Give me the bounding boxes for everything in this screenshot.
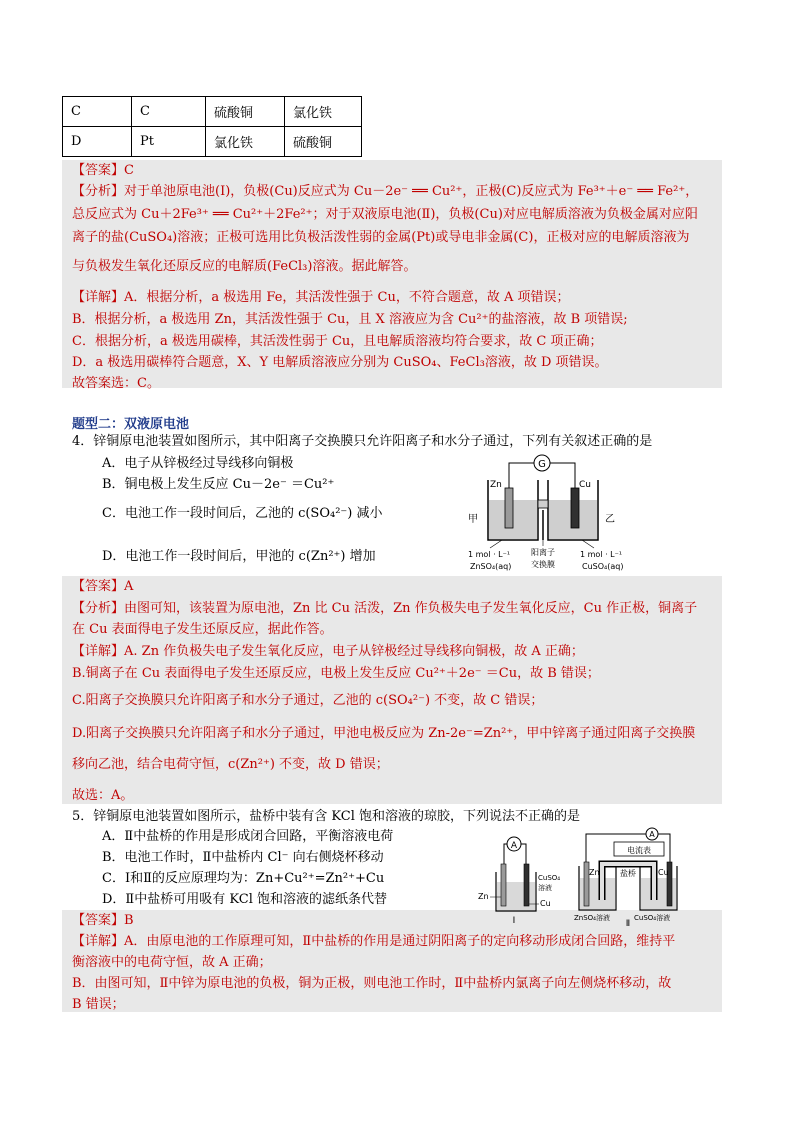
q3-detail-3: C．根据分析，a 极选用碳棒，其活泼性弱于 Cu，且电解质溶液均符合要求，故 C 项正确； (72, 334, 603, 349)
table-cell: 硫酸铜 (206, 97, 285, 127)
right-concentration: 1 mol · L⁻¹ (580, 550, 623, 559)
fig2-znso4-label: ZnSO₄溶液 (574, 914, 610, 922)
table-row (63, 97, 362, 127)
q4-option-d: D．电池工作一段时间后，甲池的 c(Zn²⁺) 增加 (102, 549, 376, 564)
q3-detail-2: B．根据分析，a 极选用 Zn，其活泼性强于 Cu，且 X 溶液应为含 Cu²⁺的盐溶液，故 B 项错误; (72, 312, 628, 327)
table-cell: D (63, 127, 132, 157)
q5-detail-3: B．由图可知，Ⅱ中锌为原电池的负极，铜为正极，则电池工作时，Ⅱ中盐桥内氯离子向左侧烧杯移动，故 (72, 976, 672, 991)
table-cell: 氯化铁 (206, 127, 285, 157)
section-heading: 题型二：双液原电池 (72, 417, 190, 432)
q4-detail-3: C.阳离子交换膜只允许阳离子和水分子通过，乙池的 c(SO₄²⁻) 不变，故 C 错误； (72, 693, 544, 708)
q5-option-b: B．电池工作时，Ⅱ中盐桥内 Cl⁻ 向右侧烧杯移动 (102, 850, 384, 865)
q3-analysis-3: 离子的盐(CuSO₄)溶液；正极可选用比负极活泼性弱的金属(Pt)或导电非金属(C)，正极对应的电解质溶液为 (72, 230, 690, 245)
copper-electrode (571, 488, 579, 528)
cu-label: Cu (579, 480, 591, 490)
salt-bridge-label: 盐桥 (620, 869, 636, 878)
fig1-zn-label: Zn (478, 892, 489, 901)
table-cell: C (132, 97, 206, 127)
q5-detail-2: 衡溶液中的电荷守恒，故 A 正确； (72, 955, 272, 970)
q5-detail-4: B 错误； (72, 997, 125, 1012)
q4-option-a: A．电子从锌极经过导线移向铜极 (102, 456, 294, 471)
right-solution: CuSO₄(aq) (582, 562, 624, 571)
table-cell: Pt (132, 127, 206, 157)
q5-stem: 5．锌铜原电池装置如图所示，盐桥中装有含 KCl 饱和溶液的琼胶，下列说法不正确的是 (72, 809, 581, 824)
q3-detail-1: 【详解】A．根据分析，a 极选用 Fe，其活泼性强于 Cu，不符合题意，故 A 项错误； (72, 290, 570, 305)
g-label: G (538, 459, 546, 470)
current-meter-label: 电流表 (627, 846, 651, 855)
options-table (62, 96, 362, 157)
q3-analysis-4: 与负极发生氧化还原反应的电解质(FeCl₃)溶液。据此解答。 (72, 259, 417, 274)
left-concentration: 1 mol · L⁻¹ (468, 550, 511, 559)
q4-analysis-1: 【分析】由图可知，该装置为原电池，Zn 比 Cu 活泼，Zn 作负极失电子发生氧化反应，Cu 作正极，铜离子 (72, 601, 698, 616)
ammeter-2-label: A (649, 830, 655, 839)
q3-analysis-1: 【分析】对于单池原电池(Ⅰ)，负极(Cu)反应式为 Cu－2e⁻ ══ Cu²⁺，正极(C)反应式为 Fe³⁺＋e⁻ ══ Fe²⁺， (72, 184, 699, 199)
q4-option-c: C．电池工作一段时间后，乙池的 c(SO₄²⁻) 减小 (102, 506, 383, 521)
fig2-zn-label: Zn (589, 868, 600, 877)
q3-answer: 【答案】C (72, 163, 134, 178)
fig2-cuso4-label: CuSO₄溶液 (634, 914, 671, 922)
membrane-label-2: 交换膜 (531, 560, 555, 569)
table-row (63, 127, 362, 157)
left-solution: ZnSO₄(aq) (470, 562, 512, 571)
q4-final: 故选：A。 (72, 788, 134, 803)
q4-answer: 【答案】A (72, 579, 134, 594)
q3-analysis-2: 总反应式为 Cu＋2Fe³⁺ ══ Cu²⁺＋2Fe²⁺；对于双液原电池(Ⅱ)，负极(Cu)对应电解质溶液为负极金属对应阳 (72, 207, 698, 222)
q4-option-b: B．铜电极上发生反应 Cu－2e⁻ ＝Cu²⁺ (102, 477, 335, 492)
fig1-cuso4-label: CuSO₄ (538, 874, 561, 882)
zinc-electrode (505, 488, 513, 528)
q4-stem: 4．锌铜原电池装置如图所示，其中阳离子交换膜只允许阳离子和水分子通过，下列有关叙述正确的是 (72, 434, 653, 449)
q3-final: 故答案选：C。 (72, 376, 160, 391)
q4-detail-5: 移向乙池，结合电荷守恒，c(Zn²⁺) 不变，故 D 错误； (72, 757, 389, 772)
salt-bridge-cell-diagram (474, 826, 704, 926)
q4-detail-1: 【详解】A. Zn 作负极失电子发生氧化反应，电子从锌极经过导线移向铜极，故 A 正确； (72, 644, 584, 659)
q5-option-d: D．Ⅱ中盐桥可用吸有 KCl 饱和溶液的滤纸条代替 (102, 892, 387, 907)
zn-label: Zn (490, 480, 502, 490)
q5-option-c: C．Ⅰ和Ⅱ的反应原理均为：Zn+Cu²⁺=Zn²⁺+Cu (102, 871, 385, 886)
q5-detail-1: 【详解】A．由原电池的工作原理可知，Ⅱ中盐桥的作用是通过阴阳离子的定向移动形成闭合回路，维持平 (72, 934, 676, 949)
table-cell: 氯化铁 (285, 97, 362, 127)
table-cell: 硫酸铜 (285, 127, 362, 157)
q4-detail-2: B.铜离子在 Cu 表面得电子发生还原反应，电极上发生反应 Cu²⁺＋2e⁻ ＝Cu，故 B 错误； (72, 666, 600, 681)
q4-detail-4: D.阳离子交换膜只允许阳离子和水分子通过，甲池电极反应为 Zn-2e⁻=Zn²⁺，甲中锌离子通过阳离子交换膜 (72, 726, 696, 741)
q4-analysis-2: 在 Cu 表面得电子发生还原反应，据此作答。 (72, 622, 333, 637)
q5-option-a: A．Ⅱ中盐桥的作用是形成闭合回路，平衡溶液电荷 (102, 829, 394, 844)
yi-label: 乙 (605, 514, 615, 525)
zinc-copper-cell-diagram (462, 452, 642, 576)
q5-answer: 【答案】B (72, 913, 134, 928)
table-cell: C (63, 97, 132, 127)
membrane-label-1: 阳离子 (531, 548, 555, 557)
q3-detail-4: D．a 极选用碳棒符合题意，X、Y 电解质溶液应分别为 CuSO₄、FeCl₃溶液，故 D 项错误。 (72, 355, 608, 370)
ammeter-label: A (510, 841, 518, 851)
fig2-label: Ⅱ (625, 919, 631, 926)
fig2-cu-label: Cu (658, 868, 669, 877)
fig1-label: Ⅰ (512, 916, 516, 926)
fig1-cu-label: Cu (540, 899, 551, 908)
fig1-solution-label: 溶液 (538, 884, 552, 892)
jia-label: 甲 (468, 514, 478, 525)
